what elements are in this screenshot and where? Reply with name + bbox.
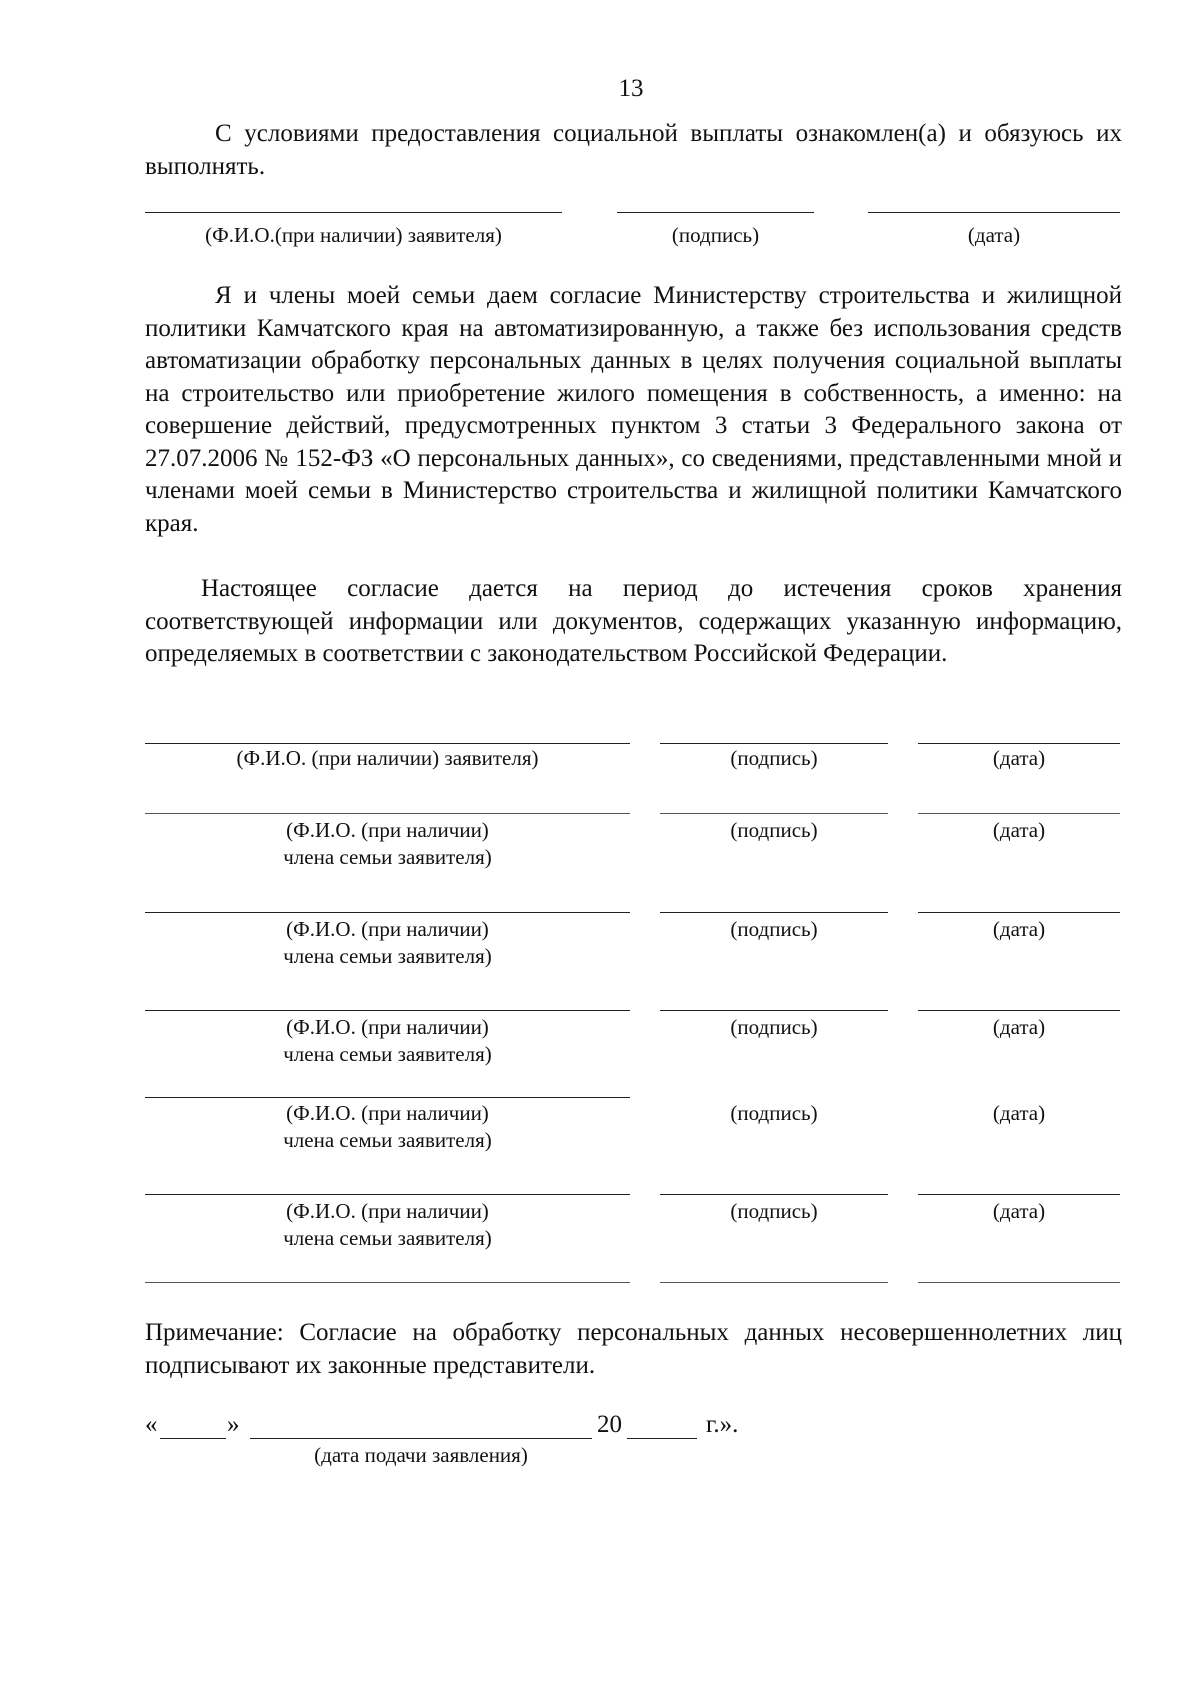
- note-text: Примечание: Согласие на обработку персональных данных несовершеннолетних лиц подписывают их законные представители.: [145, 1319, 1122, 1379]
- signature-row-3-date-caption: (дата): [992, 917, 1046, 941]
- submission-date-open-quote: «: [145, 1411, 158, 1438]
- signature-row-1-date-line[interactable]: [918, 743, 1120, 744]
- signature-row-7-name-line[interactable]: [145, 1282, 630, 1283]
- signature-row-1-signature-caption: (подпись): [730, 746, 818, 770]
- signature-row-2-name-caption: (Ф.И.О. (при наличии) члена семьи заявителя): [283, 818, 492, 869]
- signature-row-1-name-line[interactable]: [145, 743, 630, 744]
- signature-row-5-name-line[interactable]: [145, 1097, 630, 1098]
- signature-row-4-name-caption: (Ф.И.О. (при наличии) члена семьи заявителя): [283, 1015, 492, 1066]
- submission-date-close-quote: »: [227, 1411, 240, 1438]
- signature-row-6-name-line[interactable]: [145, 1194, 630, 1195]
- acknowledgement-text: С условиями предоставления социальной выплаты ознакомлен(а) и обязуюсь их выполнять.: [145, 120, 1122, 180]
- submission-year-line[interactable]: [627, 1438, 697, 1439]
- signature-row-6-signature-line[interactable]: [660, 1194, 888, 1195]
- consent-paragraph: Я и члены моей семьи даем согласие Министерству строительства и жилищной политики Камчатского края на автоматизированную, а также без использования средств автоматизации обработку персональных данных в целях получения социальной выплаты на строительство или приобретение жилого помещения в собственность, а именно: на совершение действий, предусмотренных пунктом 3 статьи 3 Федерального закона от 27.07.2006 № 152-ФЗ «О персональных данных», со сведениями, представленными мной и членами моей семьи в Министерство строительства и жилищной политики Камчатского края.: [145, 282, 1122, 537]
- signature-row-5-signature-caption: (подпись): [730, 1101, 818, 1125]
- signature-row-3-signature-caption: (подпись): [730, 917, 818, 941]
- signature-row-4-signature-caption: (подпись): [730, 1015, 818, 1039]
- signature-row-3-date-line[interactable]: [918, 912, 1120, 913]
- signature-row-5-date-caption: (дата): [992, 1101, 1046, 1125]
- submission-month-line[interactable]: [250, 1438, 592, 1439]
- signature-row-4-date-line[interactable]: [918, 1010, 1120, 1011]
- signature-row-3-name-line[interactable]: [145, 912, 630, 913]
- signature-row-1-name-caption: (Ф.И.О. (при наличии) заявителя): [236, 746, 539, 770]
- applicant-name-line[interactable]: [145, 212, 562, 213]
- submission-year-prefix: 20: [597, 1411, 622, 1438]
- signature-row-2-signature-caption: (подпись): [730, 818, 818, 842]
- signature-row-6-date-line[interactable]: [918, 1194, 1120, 1195]
- signature-row-6-name-caption: (Ф.И.О. (при наличии) члена семьи заявителя): [283, 1199, 492, 1250]
- signature-row-7-signature-line[interactable]: [660, 1282, 888, 1283]
- signature-row-5-name-caption: (Ф.И.О. (при наличии) члена семьи заявителя): [283, 1101, 492, 1152]
- signature-row-2-date-caption: (дата): [992, 818, 1046, 842]
- applicant-name-caption: (Ф.И.О.(при наличии) заявителя): [205, 223, 502, 247]
- applicant-signature-caption: (подпись): [671, 223, 760, 247]
- applicant-signature-line[interactable]: [617, 212, 814, 213]
- signature-row-4-name-line[interactable]: [145, 1010, 630, 1011]
- signature-row-4-signature-line[interactable]: [660, 1010, 888, 1011]
- signature-row-2-date-line[interactable]: [918, 813, 1120, 814]
- signature-row-2-name-line[interactable]: [145, 813, 630, 814]
- signature-row-6-signature-caption: (подпись): [730, 1199, 818, 1223]
- signature-row-4-date-caption: (дата): [992, 1015, 1046, 1039]
- signature-row-2-signature-line[interactable]: [660, 813, 888, 814]
- applicant-date-caption: (дата): [967, 223, 1021, 247]
- signature-row-6-date-caption: (дата): [992, 1199, 1046, 1223]
- submission-year-suffix: г.».: [706, 1411, 739, 1438]
- submission-date-caption: (дата подачи заявления): [314, 1443, 528, 1467]
- page-number: 13: [618, 75, 644, 102]
- applicant-date-line[interactable]: [868, 212, 1120, 213]
- signature-row-7-date-line[interactable]: [918, 1282, 1120, 1283]
- signature-row-1-signature-line[interactable]: [660, 743, 888, 744]
- signature-row-3-name-caption: (Ф.И.О. (при наличии) члена семьи заявителя): [283, 917, 492, 968]
- submission-day-line[interactable]: [160, 1438, 226, 1439]
- signature-row-1-date-caption: (дата): [992, 746, 1046, 770]
- consent-period-paragraph: Настоящее согласие дается на период до истечения сроков хранения соответствующей информации или документов, содержащих указанную информацию, определяемых в соответствии с законодательством Российской Федерации.: [145, 575, 1122, 667]
- signature-row-3-signature-line[interactable]: [660, 912, 888, 913]
